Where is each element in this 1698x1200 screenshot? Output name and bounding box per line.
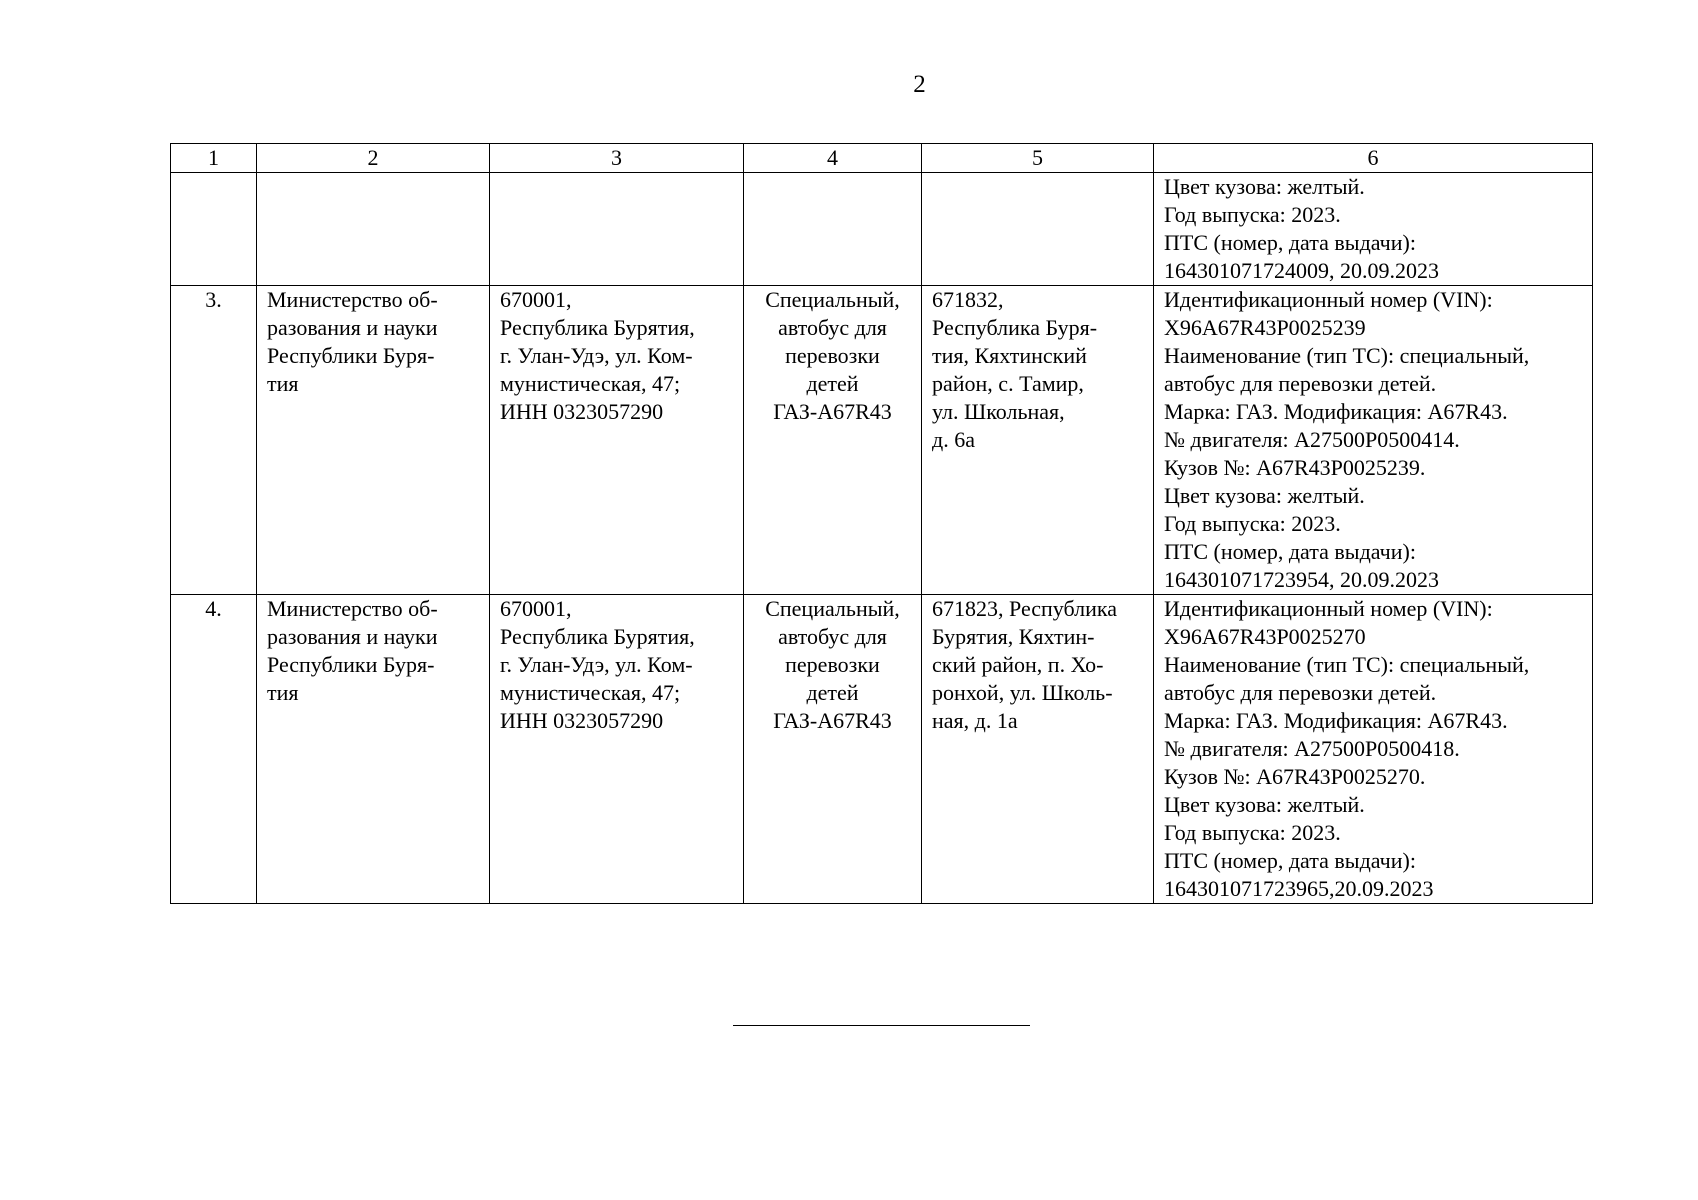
details-line: 164301071724009, 20.09.2023 [1164,258,1439,283]
location-line: 671832, [932,287,1004,312]
organization-line: Республики Буря- [267,652,435,677]
organization-cell [257,286,490,595]
end-rule [733,1025,1030,1026]
row-number: 4. [205,596,222,621]
location-cell [922,173,1154,286]
details-line: Цвет кузова: желтый. [1164,792,1365,817]
details-line: автобус для перевозки детей. [1164,680,1437,705]
vehicle-line: Специальный, [765,287,900,312]
details-line: Цвет кузова: желтый. [1164,483,1365,508]
vehicle-line: автобус для [778,624,887,649]
vehicle-line: автобус для [778,315,887,340]
column-header: 1 [171,144,257,173]
details-line: Год выпуска: 2023. [1164,202,1341,227]
vehicle-line: ГАЗ-А67R43 [773,708,892,733]
details-line: Кузов №: A67R43P0025239. [1164,455,1426,480]
details-line: X96A67R43P0025270 [1164,624,1366,649]
location-line: район, с. Тамир, [932,371,1084,396]
page-number: 2 [913,71,926,98]
table-row [171,595,1593,904]
vehicle-cell [744,595,922,904]
details-line: Наименование (тип ТС): специальный, [1164,652,1530,677]
organization-cell [257,595,490,904]
vehicle-cell [744,173,922,286]
organization-line: тия [267,680,299,705]
details-line: автобус для перевозки детей. [1164,371,1437,396]
details-line: ПТС (номер, дата выдачи): [1164,848,1416,873]
organization-cell [257,173,490,286]
organization-line: Республики Буря- [267,343,435,368]
organization-line: тия [267,371,299,396]
location-line: ул. Школьная, [932,399,1065,424]
organization-line: разования и науки [267,624,438,649]
row-number-cell [171,173,257,286]
table-row [171,173,1593,286]
details-line: Идентификационный номер (VIN): [1164,596,1493,621]
vehicle-cell [744,286,922,595]
vehicle-line: перевозки [785,343,880,368]
details-line: Наименование (тип ТС): специальный, [1164,343,1530,368]
location-line: д. 6а [932,427,975,452]
address-cell [490,286,744,595]
details-line: ПТС (номер, дата выдачи): [1164,539,1416,564]
address-line: Республика Бурятия, [500,315,695,340]
table-header-row [171,144,1593,173]
address-line: Республика Бурятия, [500,624,695,649]
address-line: ИНН 0323057290 [500,399,664,424]
vehicle-line: детей [806,371,859,396]
address-line: 670001, [500,596,572,621]
details-line: 164301071723965,20.09.2023 [1164,876,1434,901]
location-line: ронхой, ул. Школь- [932,680,1113,705]
details-line: № двигателя: A27500P0500414. [1164,427,1460,452]
address-line: г. Улан-Удэ, ул. Ком- [500,652,693,677]
organization-line: Министерство об- [267,596,438,621]
location-line: Республика Буря- [932,315,1098,340]
details-line: Год выпуска: 2023. [1164,820,1341,845]
address-line: мунистическая, 47; [500,680,681,705]
location-line: тия, Кяхтинский [932,343,1087,368]
address-cell [490,173,744,286]
address-line: мунистическая, 47; [500,371,681,396]
location-cell [922,286,1154,595]
column-header: 3 [490,144,744,173]
row-number-cell [171,286,257,595]
organization-line: Министерство об- [267,287,438,312]
details-cell [1154,286,1593,595]
details-line: 164301071723954, 20.09.2023 [1164,567,1439,592]
column-header: 4 [744,144,922,173]
details-line: № двигателя: A27500P0500418. [1164,736,1460,761]
details-line: Кузов №: A67R43P0025270. [1164,764,1426,789]
vehicle-line: ГАЗ-А67R43 [773,399,892,424]
row-number: 3. [205,287,222,312]
row-number-cell [171,595,257,904]
organization-line: разования и науки [267,315,438,340]
column-header: 5 [922,144,1154,173]
location-line: ский район, п. Хо- [932,652,1104,677]
vehicle-line: детей [806,680,859,705]
details-line: ПТС (номер, дата выдачи): [1164,230,1416,255]
location-line: Бурятия, Кяхтин- [932,624,1095,649]
details-line: Идентификационный номер (VIN): [1164,287,1493,312]
vehicle-line: перевозки [785,652,880,677]
details-cell [1154,173,1593,286]
address-cell [490,595,744,904]
details-line: Марка: ГАЗ. Модификация: А67R43. [1164,708,1508,733]
location-line: ная, д. 1а [932,708,1018,733]
details-line: X96A67R43P0025239 [1164,315,1366,340]
vehicle-table [170,143,1593,904]
vehicle-line: Специальный, [765,596,900,621]
table-row [171,286,1593,595]
column-header: 2 [257,144,490,173]
location-line: 671823, Республика [932,596,1118,621]
address-line: 670001, [500,287,572,312]
location-cell [922,595,1154,904]
column-header: 6 [1154,144,1593,173]
address-line: ИНН 0323057290 [500,708,664,733]
details-cell [1154,595,1593,904]
details-line: Год выпуска: 2023. [1164,511,1341,536]
details-line: Цвет кузова: желтый. [1164,174,1365,199]
details-line: Марка: ГАЗ. Модификация: А67R43. [1164,399,1508,424]
address-line: г. Улан-Удэ, ул. Ком- [500,343,693,368]
